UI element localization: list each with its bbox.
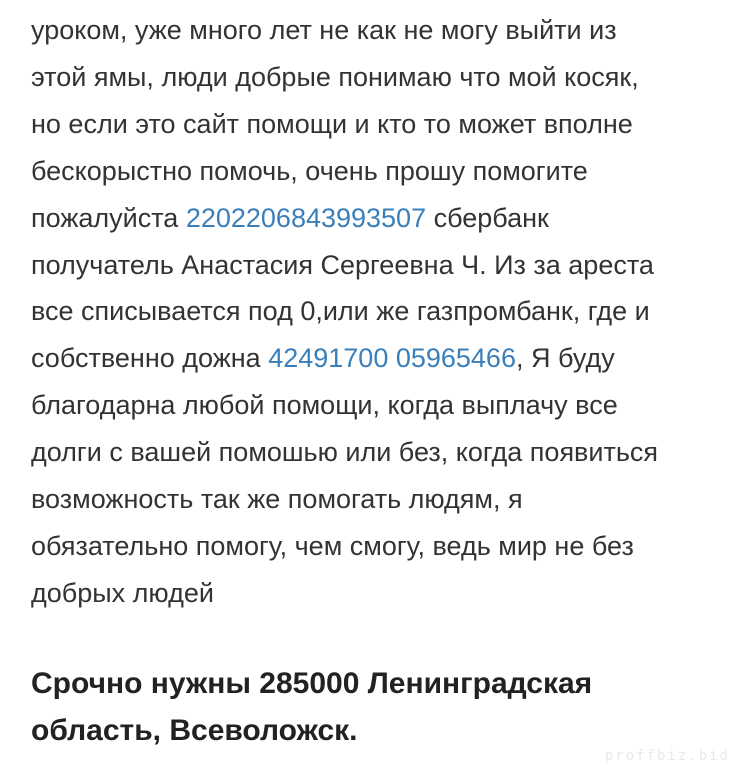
post-line: этой ямы, люди добрые понимаю что мой косяк,: [31, 61, 639, 92]
gazprombank-card-number-link[interactable]: 42491700 05965466: [268, 343, 516, 374]
site-watermark: proffbiz.bid: [604, 748, 730, 764]
post-line: уроком, уже много лет не как не могу выйти из: [31, 15, 617, 45]
next-post-title[interactable]: [31, 660, 731, 754]
post-text: сбербанк: [426, 202, 549, 233]
post-text: собственно дожна: [31, 343, 269, 374]
post-text: пожалуйста: [31, 202, 186, 233]
post-line: [31, 335, 731, 382]
post-line: благодарна любой помощи, когда выплачу все: [31, 390, 618, 421]
post-line: [31, 195, 731, 242]
next-post-title-line: область, Всеволожск.: [31, 714, 358, 747]
post-line: возможность так же помогать людям, я: [31, 484, 523, 515]
post-line: долги с вашей помошью или без, когда появиться: [31, 437, 659, 468]
post-line: все списывается под 0,или же газпромбанк, где и: [31, 296, 650, 327]
post-body: [31, 7, 731, 617]
sberbank-card-number-link[interactable]: 2202206843993507: [185, 202, 427, 233]
post-line: но если это сайт помощи и кто то может вполне: [31, 108, 633, 139]
post-line: обязательно помогу, чем смогу, ведь мир не без: [31, 530, 634, 561]
post-line: получатель Анастасия Сергеевна Ч. Из за ареста: [31, 249, 654, 280]
next-post-title-line: Срочно нужны 285000 Ленинградская: [31, 667, 593, 700]
post-line: бескорыстно помочь, очень прошу помогите: [31, 155, 588, 186]
post-line: добрых людей: [31, 577, 214, 608]
post-text: , Я буду: [515, 343, 615, 374]
